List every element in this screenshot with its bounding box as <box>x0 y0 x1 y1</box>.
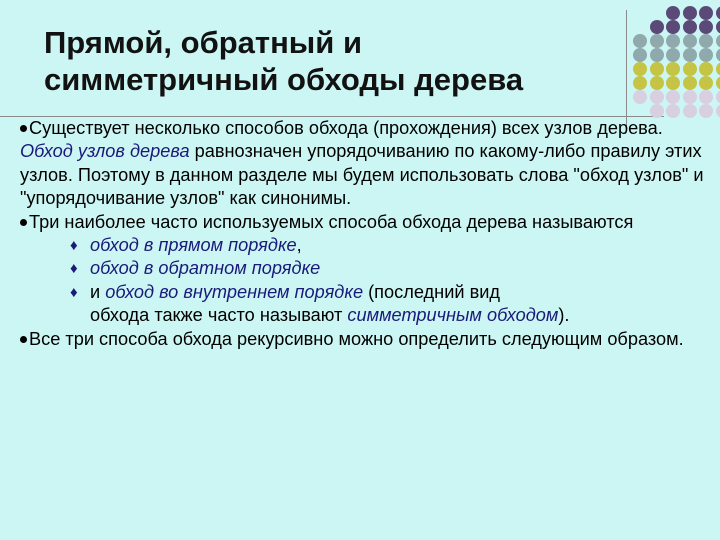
sub-item-3-after: (последний вид <box>363 281 501 302</box>
decorative-dot <box>666 20 680 34</box>
decorative-dot <box>716 76 720 90</box>
sub-item-3-before: и <box>90 281 106 302</box>
decorative-dot <box>699 6 713 20</box>
sub-item-1-after: , <box>296 235 302 256</box>
decorative-dot <box>683 6 697 20</box>
decorative-dot <box>683 104 697 118</box>
decorative-dot <box>666 90 680 104</box>
decorative-dot <box>650 90 664 104</box>
decorative-dot <box>633 76 647 90</box>
sub-item-2-emphasis: обход в обратном порядке <box>90 258 321 279</box>
paragraph-1 <box>20 117 710 211</box>
sub-item-3-cont-before: обхода также часто называют <box>90 305 348 326</box>
decorative-dot <box>716 104 720 118</box>
decorative-dot <box>683 34 697 48</box>
paragraph-1-text-a: Существует несколько способов обхода (прохождения) всех узлов дерева. <box>29 118 663 138</box>
sub-item-postorder <box>20 257 710 280</box>
decorative-dot <box>633 48 647 62</box>
paragraph-3 <box>20 328 710 351</box>
decorative-dot <box>699 20 713 34</box>
decorative-dot <box>716 62 720 76</box>
decorative-dot <box>633 62 647 76</box>
decorative-dot <box>650 20 664 34</box>
vertical-divider <box>626 10 627 126</box>
decorative-dot <box>699 34 713 48</box>
sub-item-3-emphasis: обход во внутреннем порядке <box>105 281 364 302</box>
decorative-dot <box>666 76 680 90</box>
diamond-bullet-icon: ♦ <box>70 260 78 278</box>
sub-item-preorder <box>20 234 710 257</box>
slide-title: Прямой, обратный и симметричный обходы дерева <box>44 25 524 97</box>
sub-item-3-cont-emphasis: симметричным обходом <box>347 305 559 326</box>
paragraph-2-text: Три наиболее часто используемых способа обхода дерева называются <box>29 211 634 232</box>
decorative-dot <box>716 34 720 48</box>
decorative-dot <box>683 90 697 104</box>
sub-item-3-cont-after: ). <box>558 305 570 326</box>
sub-item-inorder <box>20 281 710 304</box>
bullet-icon <box>20 219 27 226</box>
sub-item-1-emphasis: обход в прямом порядке <box>90 235 297 256</box>
decorative-dot <box>650 34 664 48</box>
paragraph-1-text-b: равнозначен упорядочиванию по какому-либо правилу этих узлов. Поэтому в данном разделе мы будем использовать слова "обход узлов" и "упорядочивание узлов" как синонимы. <box>20 141 704 209</box>
decorative-dot <box>666 34 680 48</box>
decorative-dot <box>683 48 697 62</box>
decorative-dot <box>666 62 680 76</box>
bullet-icon <box>20 125 27 132</box>
decorative-dot <box>650 62 664 76</box>
decorative-dot <box>650 48 664 62</box>
diamond-bullet-icon: ♦ <box>70 237 78 255</box>
decorative-dot <box>716 48 720 62</box>
decorative-dot <box>699 90 713 104</box>
decorative-dot <box>699 48 713 62</box>
paragraph-3-text: Все три способа обхода рекурсивно можно определить следующим образом. <box>29 328 684 349</box>
decorative-dot <box>666 6 680 20</box>
decorative-dot <box>633 34 647 48</box>
decorative-dot <box>716 20 720 34</box>
decorative-dot <box>683 20 697 34</box>
paragraph-1-emphasis: Обход узлов дерева <box>20 141 190 162</box>
decorative-dot <box>699 62 713 76</box>
decorative-dot <box>666 104 680 118</box>
decorative-dot <box>633 90 647 104</box>
sub-item-inorder-continuation <box>20 304 710 327</box>
slide-body <box>20 117 710 351</box>
diamond-bullet-icon: ♦ <box>70 283 78 301</box>
decorative-dot <box>716 6 720 20</box>
decorative-dot <box>683 76 697 90</box>
decorative-dot <box>683 62 697 76</box>
decorative-dot <box>666 48 680 62</box>
decorative-dot <box>699 76 713 90</box>
decorative-dot <box>699 104 713 118</box>
decorative-dot <box>716 90 720 104</box>
decorative-dot <box>650 76 664 90</box>
paragraph-2 <box>20 211 710 234</box>
bullet-icon <box>20 336 27 343</box>
decorative-dot <box>650 104 664 118</box>
